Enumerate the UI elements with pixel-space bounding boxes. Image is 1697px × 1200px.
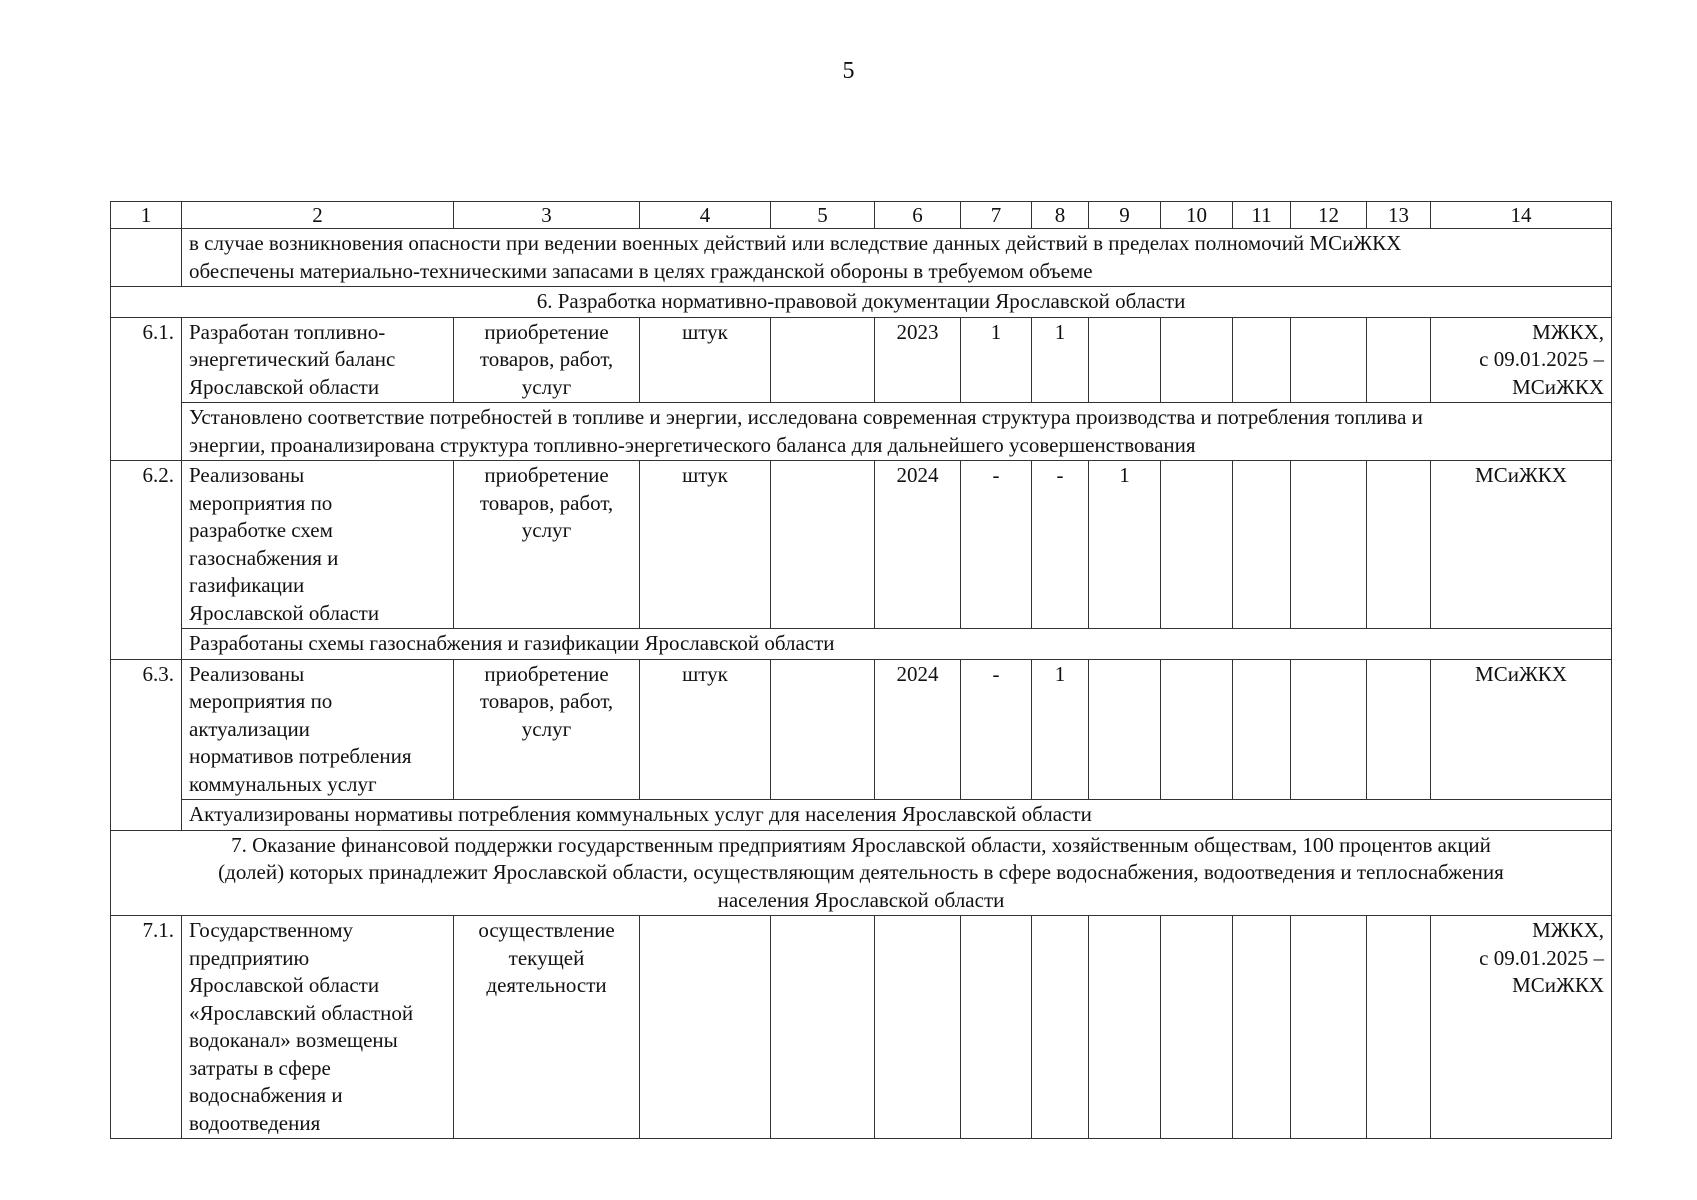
indicator-name: Реализованы мероприятия по актуализации нормативов потребления коммунальных услуг (182, 659, 454, 800)
activity-type: приобретение товаров, работ, услуг (454, 659, 640, 800)
header-cell: 4 (640, 202, 771, 229)
cell-11 (1233, 461, 1291, 629)
cell-7: - (961, 461, 1032, 629)
cell-8: 1 (1032, 317, 1089, 403)
page-number: 5 (842, 58, 855, 84)
indicator-name: Реализованы мероприятия по разработке схем газоснабжения и газификации Ярославской области (182, 461, 454, 629)
unit: штук (640, 461, 771, 629)
indicator-name: Государственному предприятию Ярославской области «Ярославский областной водоканал» возмещены затраты в сфере водоснабжения и водоотведения (182, 916, 454, 1139)
year (875, 916, 961, 1139)
section-title: 7. Оказание финансовой поддержки государственным предприятиям Ярославской области, хозяйственным обществам, 100 процентов акций (долей) которых принадлежит Ярославской области, осуществляющим деятельность в сфере водоснабжения, водоотведения и теплоснабжения населения Ярославской области (111, 830, 1612, 916)
cell-11 (1233, 916, 1291, 1139)
cell-12 (1291, 916, 1367, 1139)
cell-10 (1161, 317, 1233, 403)
cell-13 (1367, 916, 1431, 1139)
header-cell: 3 (454, 202, 640, 229)
cell-5 (771, 916, 875, 1139)
cell-13 (1367, 461, 1431, 629)
cell-5 (771, 659, 875, 800)
cell-7: 1 (961, 317, 1032, 403)
cell-5 (771, 317, 875, 403)
header-cell: 13 (1367, 202, 1431, 229)
header-cell: 11 (1233, 202, 1291, 229)
activity-type: осуществление текущей деятельности (454, 916, 640, 1139)
cell-7: - (961, 659, 1032, 800)
indicator-name: Разработан топливно- энергетический баланс Ярославской области (182, 317, 454, 403)
result-text: Актуализированы нормативы потребления коммунальных услуг для населения Ярославской области (182, 800, 1612, 831)
table-row (111, 317, 1612, 403)
cell-10 (1161, 659, 1233, 800)
header-cell: 12 (1291, 202, 1367, 229)
unit (640, 916, 771, 1139)
cell-13 (1367, 659, 1431, 800)
result-text: Установлено соответствие потребностей в топливе и энергии, исследована современная структура производства и потребления топлива и энергии, проанализирована структура топливно-энергетического баланса для дальнейшего усовершенствования (182, 403, 1612, 461)
cell-12 (1291, 317, 1367, 403)
header-row (111, 202, 1612, 229)
activity-type: приобретение товаров, работ, услуг (454, 317, 640, 403)
header-cell: 1 (111, 202, 182, 229)
table-row (111, 461, 1612, 629)
cell-8: - (1032, 461, 1089, 629)
responsible: МСиЖКХ (1431, 461, 1612, 629)
cell-9 (1089, 317, 1161, 403)
header-cell: 6 (875, 202, 961, 229)
cell-8: 1 (1032, 659, 1089, 800)
empty-cell (111, 229, 182, 287)
table-row (111, 659, 1612, 800)
year: 2024 (875, 461, 961, 629)
row-number: 6.2. (111, 461, 182, 660)
responsible: МЖКХ, с 09.01.2025 – МСиЖКХ (1431, 317, 1612, 403)
indicators-table (110, 201, 1612, 1139)
cell-13 (1367, 317, 1431, 403)
section-title: 6. Разработка нормативно-правовой документации Ярославской области (111, 287, 1612, 318)
continuation-row (111, 229, 1612, 287)
cell-9: 1 (1089, 461, 1161, 629)
header-cell: 2 (182, 202, 454, 229)
header-cell: 7 (961, 202, 1032, 229)
cell-10 (1161, 916, 1233, 1139)
header-cell: 10 (1161, 202, 1233, 229)
cell-12 (1291, 461, 1367, 629)
result-row (111, 800, 1612, 831)
unit: штук (640, 659, 771, 800)
header-cell: 14 (1431, 202, 1612, 229)
year: 2023 (875, 317, 961, 403)
row-number: 6.3. (111, 659, 182, 830)
header-cell: 8 (1032, 202, 1089, 229)
section-6-row (111, 287, 1612, 318)
activity-type: приобретение товаров, работ, услуг (454, 461, 640, 629)
row-number: 7.1. (111, 916, 182, 1139)
result-text: Разработаны схемы газоснабжения и газификации Ярославской области (182, 629, 1612, 660)
cell-12 (1291, 659, 1367, 800)
unit: штук (640, 317, 771, 403)
cell-10 (1161, 461, 1233, 629)
header-cell: 5 (771, 202, 875, 229)
cell-5 (771, 461, 875, 629)
row-number: 6.1. (111, 317, 182, 461)
cell-9 (1089, 659, 1161, 800)
cell-7 (961, 916, 1032, 1139)
responsible: МЖКХ, с 09.01.2025 – МСиЖКХ (1431, 916, 1612, 1139)
cell-11 (1233, 659, 1291, 800)
result-row (111, 629, 1612, 660)
continuation-text: в случае возникновения опасности при ведении военных действий или вследствие данных действий в пределах полномочий МСиЖКХ обеспечены материально-техническими запасами в целях гражданской обороны в требуемом объеме (182, 229, 1612, 287)
result-row (111, 403, 1612, 461)
cell-9 (1089, 916, 1161, 1139)
cell-8 (1032, 916, 1089, 1139)
table-row (111, 916, 1612, 1139)
responsible: МСиЖКХ (1431, 659, 1612, 800)
header-cell: 9 (1089, 202, 1161, 229)
year: 2024 (875, 659, 961, 800)
cell-11 (1233, 317, 1291, 403)
section-7-row (111, 830, 1612, 916)
